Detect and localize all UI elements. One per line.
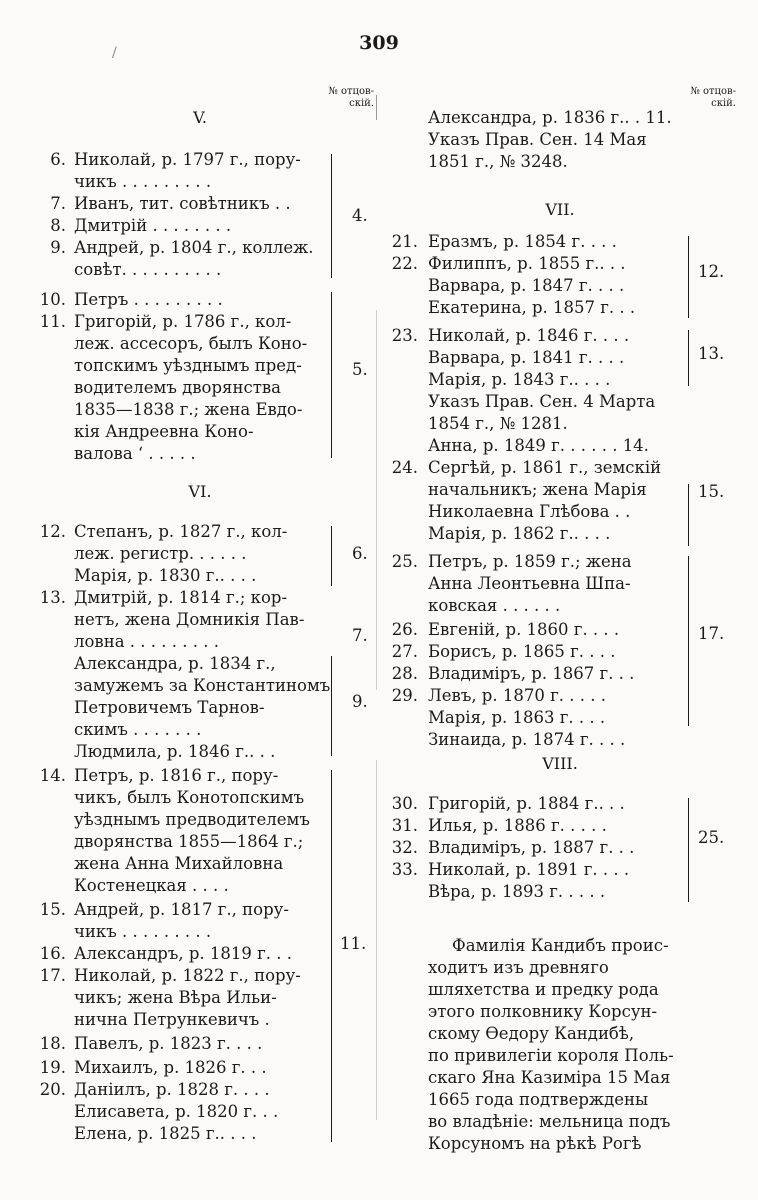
right-entry-number: 23. xyxy=(391,326,418,345)
page-number: 309 xyxy=(359,32,399,54)
ref-number: 5. xyxy=(352,360,368,379)
ref-number: 4. xyxy=(352,206,368,225)
section-heading-vii: VII. xyxy=(545,200,575,219)
column-rule xyxy=(376,310,377,690)
left-entry-line: леж. ассесоръ, былъ Коно- xyxy=(74,334,308,353)
left-entry-line: Петръ, р. 1816 г., пору- xyxy=(74,766,279,785)
left-entry-number: 19. xyxy=(39,1058,66,1077)
brace xyxy=(684,330,689,386)
left-entry-line: чикъ; жена Вѣра Ильи- xyxy=(74,988,277,1007)
left-entry-number: 7. xyxy=(50,194,66,213)
brace xyxy=(684,798,689,902)
ref-number: 13. xyxy=(698,344,725,363)
left-entry-line: Александра, р. 1834 г., xyxy=(74,654,276,673)
left-entry-line: Николай, р. 1797 г., пору- xyxy=(74,150,301,169)
right-entry-line: Илья, р. 1886 г. . . . . xyxy=(428,816,607,835)
header-right-line2: скій. xyxy=(711,98,736,109)
right-entry-line: Евгеній, р. 1860 г. . . . xyxy=(428,620,620,639)
left-entry-number: 10. xyxy=(39,290,66,309)
paragraph-line: 1665 года подтверждены xyxy=(428,1090,649,1109)
left-entry-number: 13. xyxy=(39,588,66,607)
right-entry-line: Зинаида, р. 1874 г. . . . xyxy=(428,730,626,749)
pencil-mark: / xyxy=(112,45,117,61)
right-entry-line: 1854 г., № 1281. xyxy=(428,414,568,433)
left-entry-number: 14. xyxy=(39,766,66,785)
left-entry-line: кія Андреевна Коно- xyxy=(74,422,254,441)
left-entry-number: 16. xyxy=(39,944,66,963)
paragraph-line: скаго Яна Казиміра 15 Мая xyxy=(428,1068,671,1087)
left-entry-line: Елена, р. 1825 г.. . . . xyxy=(74,1124,257,1143)
left-entry-number: 11. xyxy=(39,312,66,331)
right-entry-line: ковская . . . . . . xyxy=(428,596,561,615)
ref-number: 9. xyxy=(352,692,368,711)
left-entry-number: 6. xyxy=(50,150,66,169)
paragraph-line: по привилегіи короля Поль- xyxy=(428,1046,674,1065)
right-entry-line: Еразмъ, р. 1854 г. . . . xyxy=(428,232,617,251)
right-entry-line: Марія, р. 1843 г.. . . . xyxy=(428,370,611,389)
left-entry-number: 12. xyxy=(39,522,66,541)
right-entry-number: 26. xyxy=(391,620,418,639)
right-entry-number: 25. xyxy=(391,552,418,571)
left-entry-line: Михаилъ, р. 1826 г. . . xyxy=(74,1058,267,1077)
right-entry-number: 22. xyxy=(391,254,418,273)
paragraph-line: скому Ѳедору Кандибѣ, xyxy=(428,1024,635,1043)
left-entry-line: чикъ, былъ Конотопскимъ xyxy=(74,788,305,807)
right-entry-number: 24. xyxy=(391,458,418,477)
left-entry-line: замужемъ за Константиномъ xyxy=(74,676,331,695)
right-entry-line: Варвара, р. 1841 г. . . . xyxy=(428,348,625,367)
right-entry-number: 33. xyxy=(391,860,418,879)
right-entry-number: 28. xyxy=(391,664,418,683)
left-entry-line: ловна . . . . . . . . . xyxy=(74,632,219,651)
left-entry-number: 9. xyxy=(50,238,66,257)
left-entry-line: скимъ . . . . . . . xyxy=(74,720,202,739)
section-heading-viii: VIII. xyxy=(542,754,578,773)
left-entry-line: 1835—1838 г.; жена Евдо- xyxy=(74,400,303,419)
column-rule xyxy=(376,95,377,120)
brace xyxy=(327,526,332,586)
header-left-line2: скій. xyxy=(349,98,374,109)
left-entry-line: уѣзднымъ предводителемъ xyxy=(74,810,310,829)
left-entry-line: водителемъ дворянства xyxy=(74,378,281,397)
right-entry-line: Левъ, р. 1870 г. . . . . xyxy=(428,686,606,705)
header-right-line1: № отцов- xyxy=(690,86,736,97)
left-entry-number: 17. xyxy=(39,966,66,985)
left-entry-number: 8. xyxy=(50,216,66,235)
right-entry-line: Николаевна Глѣбова . . xyxy=(428,502,631,521)
brace xyxy=(684,484,689,546)
left-entry-line: Степанъ, р. 1827 г., кол- xyxy=(74,522,288,541)
right-entry-line: Борисъ, р. 1865 г. . . . xyxy=(428,642,616,661)
left-entry-line: Григорій, р. 1786 г., кол- xyxy=(74,312,292,331)
paragraph-line: во владѣніе: мельница подъ xyxy=(428,1112,671,1131)
left-entry-line: леж. регистр. . . . . . xyxy=(74,544,247,563)
header-left xyxy=(318,86,374,110)
left-entry-line: валова ‘ . . . . . xyxy=(74,444,196,463)
left-entry-line: Николай, р. 1822 г., пору- xyxy=(74,966,301,985)
left-entry-line: Марія, р. 1830 г.. . . . xyxy=(74,566,257,585)
paragraph-line: шляхетства и предку рода xyxy=(428,980,659,999)
right-entry-line: Григорій, р. 1884 г.. . . xyxy=(428,794,625,813)
right-entry-number: 21. xyxy=(391,232,418,251)
left-entry-line: Павелъ, р. 1823 г. . . . xyxy=(74,1034,263,1053)
paragraph-line: Фамилія Кандибъ проис- xyxy=(452,936,669,955)
brace xyxy=(684,556,689,726)
left-entry-line: Даніилъ, р. 1828 г. . . . xyxy=(74,1080,270,1099)
left-entry-line: Дмитрій, р. 1814 г.; кор- xyxy=(74,588,288,607)
right-entry-line: Варвара, р. 1847 г. . . . xyxy=(428,276,625,295)
ref-number: 6. xyxy=(352,544,368,563)
right-entry-line: Указъ Прав. Сен. 14 Мая xyxy=(428,130,647,149)
right-entry-line: Владиміръ, р. 1867 г. . . xyxy=(428,664,635,683)
right-entry-line: Александра, р. 1836 г.. . 11. xyxy=(428,108,672,127)
right-entry-line: Екатерина, р. 1857 г. . . xyxy=(428,298,636,317)
left-entry-line: жена Анна Михайловна xyxy=(74,854,284,873)
left-entry-line: Петровичемъ Тарнов- xyxy=(74,698,265,717)
right-entry-line: Николай, р. 1891 г. . . . xyxy=(428,860,630,879)
ref-number: 7. xyxy=(352,626,368,645)
right-entry-line: Петръ, р. 1859 г.; жена xyxy=(428,552,632,571)
left-entry-line: Людмила, р. 1846 г.. . . xyxy=(74,742,276,761)
left-entry-line: Костенецкая . . . . xyxy=(74,876,229,895)
ref-number: 25. xyxy=(698,828,725,847)
left-entry-number: 18. xyxy=(39,1034,66,1053)
right-entry-line: 1851 г., № 3248. xyxy=(428,152,568,171)
right-entry-line: Анна, р. 1849 г. . . . . . 14. xyxy=(428,436,649,455)
right-entry-line: Сергѣй, р. 1861 г., земскій xyxy=(428,458,662,477)
left-entry-line: Александръ, р. 1819 г. . . xyxy=(74,944,292,963)
right-entry-number: 27. xyxy=(391,642,418,661)
paragraph-line: Корсуномъ на рѣкѣ Рогѣ xyxy=(428,1134,642,1153)
right-entry-number: 31. xyxy=(391,816,418,835)
left-entry-line: топскимъ уѣзднымъ пред- xyxy=(74,356,302,375)
right-entry-number: 29. xyxy=(391,686,418,705)
left-entry-line: Елисавета, р. 1820 г. . . xyxy=(74,1102,279,1121)
ref-number: 15. xyxy=(698,482,725,501)
paragraph-line: этого полковнику Корсун- xyxy=(428,1002,658,1021)
right-entry-line: Указъ Прав. Сен. 4 Марта xyxy=(428,392,656,411)
right-entry-line: Анна Леонтьевна Шпа- xyxy=(428,574,631,593)
left-entry-line: Иванъ, тит. совѣтникъ . . xyxy=(74,194,291,213)
right-entry-line: начальникъ; жена Марія xyxy=(428,480,647,499)
brace xyxy=(327,154,332,278)
left-entry-number: 20. xyxy=(39,1080,66,1099)
brace xyxy=(327,770,332,1142)
section-heading-v: V. xyxy=(193,108,207,127)
left-entry-number: 15. xyxy=(39,900,66,919)
right-entry-line: Владиміръ, р. 1887 г. . . xyxy=(428,838,635,857)
brace xyxy=(327,292,332,458)
brace xyxy=(684,236,689,318)
ref-number: 12. xyxy=(698,262,725,281)
left-entry-line: нетъ, жена Домникія Пав- xyxy=(74,610,305,629)
header-left-line1: № отцов- xyxy=(328,86,374,97)
right-entry-line: Вѣра, р. 1893 г. . . . . xyxy=(428,882,606,901)
header-right xyxy=(676,86,736,110)
left-entry-line: Петръ . . . . . . . . . xyxy=(74,290,223,309)
left-entry-line: Андрей, р. 1804 г., коллеж. xyxy=(74,238,314,257)
left-entry-line: чикъ . . . . . . . . . xyxy=(74,172,212,191)
left-entry-line: нична Петрункевичъ . xyxy=(74,1010,270,1029)
brace xyxy=(327,656,332,756)
paragraph-line: ходитъ изъ древняго xyxy=(428,958,609,977)
left-entry-line: Андрей, р. 1817 г., пору- xyxy=(74,900,289,919)
right-entry-number: 30. xyxy=(391,794,418,813)
left-entry-line: дворянства 1855—1864 г.; xyxy=(74,832,304,851)
ref-number: 17. xyxy=(698,624,725,643)
left-entry-line: чикъ . . . . . . . . . xyxy=(74,922,212,941)
right-entry-line: Филиппъ, р. 1855 г.. . . xyxy=(428,254,626,273)
column-rule xyxy=(376,760,377,1120)
left-entry-line: совѣт. . . . . . . . . . xyxy=(74,260,222,279)
section-heading-vi: VI. xyxy=(188,482,212,501)
right-entry-number: 32. xyxy=(391,838,418,857)
right-entry-line: Марія, р. 1863 г. . . . xyxy=(428,708,606,727)
right-entry-line: Николай, р. 1846 г. . . . xyxy=(428,326,630,345)
ref-number: 11. xyxy=(340,934,367,953)
right-entry-line: Марія, р. 1862 г.. . . . xyxy=(428,524,611,543)
left-entry-line: Дмитрій . . . . . . . . xyxy=(74,216,232,235)
